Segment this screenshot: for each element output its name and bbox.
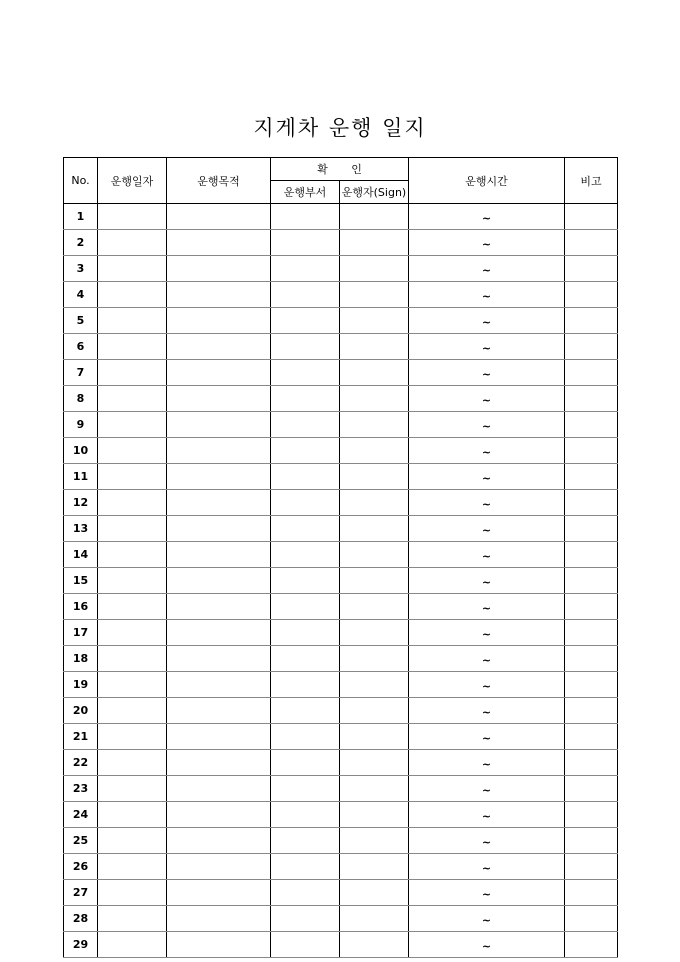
date-cell[interactable] [98,308,167,334]
table-row [64,568,618,594]
date-cell[interactable] [98,932,167,958]
dept-cell[interactable] [271,282,340,308]
remarks-cell[interactable] [565,256,618,282]
driver-sign-cell[interactable] [340,542,409,568]
table-row [64,256,618,282]
time-cell[interactable]: ~ [409,282,565,308]
purpose-cell[interactable] [167,906,271,932]
driver-sign-cell[interactable] [340,334,409,360]
row-number: 15 [64,568,98,594]
remarks-cell[interactable] [565,594,618,620]
dept-cell[interactable] [271,334,340,360]
page-title: 지게차 운행 일지 [253,116,427,140]
driver-sign-cell[interactable] [340,282,409,308]
row-number: 18 [64,646,98,672]
time-cell[interactable]: ~ [409,568,565,594]
date-cell[interactable] [98,334,167,360]
date-cell[interactable] [98,256,167,282]
driver-sign-cell[interactable] [340,230,409,256]
table-row [64,412,618,438]
dept-cell[interactable] [271,594,340,620]
table-row [64,360,618,386]
remarks-cell[interactable] [565,230,618,256]
driver-sign-cell[interactable] [340,880,409,906]
table-row [64,698,618,724]
time-cell[interactable]: ~ [409,802,565,828]
time-cell[interactable]: ~ [409,230,565,256]
remarks-cell[interactable] [565,464,618,490]
purpose-cell[interactable] [167,802,271,828]
row-number: 20 [64,698,98,724]
driver-sign-cell[interactable] [340,568,409,594]
table-row [64,672,618,698]
purpose-cell[interactable] [167,568,271,594]
table-row [64,854,618,880]
remarks-cell[interactable] [565,906,618,932]
remarks-cell[interactable] [565,880,618,906]
remarks-cell[interactable] [565,308,618,334]
purpose-cell[interactable] [167,542,271,568]
driver-sign-cell[interactable] [340,932,409,958]
table-row [64,334,618,360]
driver-sign-cell[interactable] [340,360,409,386]
date-cell[interactable] [98,464,167,490]
row-number: 13 [64,516,98,542]
driver-sign-cell[interactable] [340,828,409,854]
time-cell[interactable]: ~ [409,386,565,412]
table-row [64,802,618,828]
date-cell[interactable] [98,828,167,854]
table-row [64,932,618,958]
remarks-cell[interactable] [565,776,618,802]
remarks-cell[interactable] [565,802,618,828]
driver-sign-cell[interactable] [340,386,409,412]
dept-cell[interactable] [271,776,340,802]
date-cell[interactable] [98,672,167,698]
driver-sign-cell[interactable] [340,750,409,776]
date-cell[interactable] [98,542,167,568]
table-row [64,750,618,776]
purpose-cell[interactable] [167,672,271,698]
row-number: 21 [64,724,98,750]
purpose-cell[interactable] [167,490,271,516]
remarks-cell[interactable] [565,412,618,438]
table-row [64,204,618,230]
time-cell[interactable]: ~ [409,880,565,906]
row-number: 19 [64,672,98,698]
driver-sign-cell[interactable] [340,516,409,542]
date-cell[interactable] [98,230,167,256]
purpose-cell[interactable] [167,438,271,464]
header-driver: 운행자(Sign) [340,181,409,204]
date-cell[interactable] [98,490,167,516]
purpose-cell[interactable] [167,360,271,386]
row-number: 14 [64,542,98,568]
remarks-cell[interactable] [565,438,618,464]
dept-cell[interactable] [271,256,340,282]
table-row [64,594,618,620]
row-number: 4 [64,282,98,308]
row-number: 7 [64,360,98,386]
header-remarks: 비고 [565,158,618,204]
date-cell[interactable] [98,412,167,438]
time-cell[interactable]: ~ [409,932,565,958]
time-cell[interactable]: ~ [409,776,565,802]
purpose-cell[interactable] [167,230,271,256]
dept-cell[interactable] [271,412,340,438]
dept-cell[interactable] [271,646,340,672]
remarks-cell[interactable] [565,334,618,360]
row-number: 12 [64,490,98,516]
dept-cell[interactable] [271,386,340,412]
remarks-cell[interactable] [565,698,618,724]
row-number: 5 [64,308,98,334]
time-cell[interactable]: ~ [409,490,565,516]
row-number: 8 [64,386,98,412]
date-cell[interactable] [98,880,167,906]
driver-sign-cell[interactable] [340,646,409,672]
date-cell[interactable] [98,776,167,802]
driver-sign-cell[interactable] [340,776,409,802]
time-cell[interactable]: ~ [409,594,565,620]
remarks-cell[interactable] [565,542,618,568]
remarks-cell[interactable] [565,932,618,958]
dept-cell[interactable] [271,880,340,906]
row-number: 1 [64,204,98,230]
remarks-cell[interactable] [565,282,618,308]
purpose-cell[interactable] [167,724,271,750]
dept-cell[interactable] [271,438,340,464]
remarks-cell[interactable] [565,516,618,542]
purpose-cell[interactable] [167,620,271,646]
dept-cell[interactable] [271,230,340,256]
time-cell[interactable]: ~ [409,360,565,386]
date-cell[interactable] [98,620,167,646]
date-cell[interactable] [98,568,167,594]
driver-sign-cell[interactable] [340,620,409,646]
date-cell[interactable] [98,854,167,880]
time-cell[interactable]: ~ [409,516,565,542]
row-number: 24 [64,802,98,828]
driver-sign-cell[interactable] [340,308,409,334]
dept-cell[interactable] [271,620,340,646]
purpose-cell[interactable] [167,646,271,672]
time-cell[interactable]: ~ [409,620,565,646]
table-row [64,880,618,906]
row-number: 6 [64,334,98,360]
table-body [64,204,618,958]
driver-sign-cell[interactable] [340,490,409,516]
table-row [64,464,618,490]
remarks-cell[interactable] [565,620,618,646]
purpose-cell[interactable] [167,776,271,802]
driver-sign-cell[interactable] [340,464,409,490]
header-time: 운행시간 [409,158,565,204]
table-header [64,158,618,204]
time-cell[interactable]: ~ [409,854,565,880]
date-cell[interactable] [98,698,167,724]
row-number: 26 [64,854,98,880]
row-number: 10 [64,438,98,464]
row-number: 29 [64,932,98,958]
row-number: 3 [64,256,98,282]
row-number: 25 [64,828,98,854]
dept-cell[interactable] [271,906,340,932]
remarks-cell[interactable] [565,750,618,776]
dept-cell[interactable] [271,750,340,776]
dept-cell[interactable] [271,698,340,724]
purpose-cell[interactable] [167,880,271,906]
purpose-cell[interactable] [167,412,271,438]
dept-cell[interactable] [271,828,340,854]
table-row [64,308,618,334]
time-cell[interactable]: ~ [409,542,565,568]
time-cell[interactable]: ~ [409,464,565,490]
time-cell[interactable]: ~ [409,724,565,750]
table-row [64,386,618,412]
dept-cell[interactable] [271,490,340,516]
purpose-cell[interactable] [167,750,271,776]
purpose-cell[interactable] [167,204,271,230]
date-cell[interactable] [98,516,167,542]
dept-cell[interactable] [271,724,340,750]
header-date: 운행일자 [98,158,167,204]
purpose-cell[interactable] [167,282,271,308]
table-row [64,230,618,256]
date-cell[interactable] [98,594,167,620]
date-cell[interactable] [98,204,167,230]
table-row [64,542,618,568]
purpose-cell[interactable] [167,828,271,854]
purpose-cell[interactable] [167,334,271,360]
dept-cell[interactable] [271,568,340,594]
purpose-cell[interactable] [167,932,271,958]
row-number: 2 [64,230,98,256]
dept-cell[interactable] [271,360,340,386]
driver-sign-cell[interactable] [340,412,409,438]
remarks-cell[interactable] [565,854,618,880]
time-cell[interactable]: ~ [409,308,565,334]
purpose-cell[interactable] [167,386,271,412]
table-row [64,828,618,854]
dept-cell[interactable] [271,802,340,828]
date-cell[interactable] [98,750,167,776]
driver-sign-cell[interactable] [340,906,409,932]
table-row [64,776,618,802]
date-cell[interactable] [98,646,167,672]
time-cell[interactable]: ~ [409,672,565,698]
table-row [64,516,618,542]
remarks-cell[interactable] [565,360,618,386]
time-cell[interactable]: ~ [409,256,565,282]
remarks-cell[interactable] [565,490,618,516]
date-cell[interactable] [98,724,167,750]
purpose-cell[interactable] [167,698,271,724]
dept-cell[interactable] [271,542,340,568]
row-number: 17 [64,620,98,646]
header-confirm: 확 인 [271,158,409,181]
dept-cell[interactable] [271,854,340,880]
table-row [64,646,618,672]
date-cell[interactable] [98,282,167,308]
time-cell[interactable]: ~ [409,750,565,776]
driver-sign-cell[interactable] [340,594,409,620]
date-cell[interactable] [98,386,167,412]
table-row [64,490,618,516]
driver-sign-cell[interactable] [340,204,409,230]
remarks-cell[interactable] [565,568,618,594]
purpose-cell[interactable] [167,464,271,490]
table-row [64,620,618,646]
table-row [64,438,618,464]
purpose-cell[interactable] [167,516,271,542]
table-row [64,724,618,750]
header-no: No. [64,158,98,204]
remarks-cell[interactable] [565,724,618,750]
driver-sign-cell[interactable] [340,698,409,724]
dept-cell[interactable] [271,464,340,490]
time-cell[interactable]: ~ [409,334,565,360]
row-number: 16 [64,594,98,620]
dept-cell[interactable] [271,932,340,958]
driver-sign-cell[interactable] [340,256,409,282]
dept-cell[interactable] [271,672,340,698]
date-cell[interactable] [98,360,167,386]
driver-sign-cell[interactable] [340,802,409,828]
table-row [64,282,618,308]
purpose-cell[interactable] [167,854,271,880]
date-cell[interactable] [98,438,167,464]
time-cell[interactable]: ~ [409,698,565,724]
time-cell[interactable]: ~ [409,438,565,464]
time-cell[interactable]: ~ [409,828,565,854]
time-cell[interactable]: ~ [409,204,565,230]
purpose-cell[interactable] [167,256,271,282]
row-number: 11 [64,464,98,490]
row-number: 28 [64,906,98,932]
driver-sign-cell[interactable] [340,438,409,464]
driver-sign-cell[interactable] [340,724,409,750]
dept-cell[interactable] [271,204,340,230]
remarks-cell[interactable] [565,204,618,230]
row-number: 22 [64,750,98,776]
table-row [64,906,618,932]
operation-log-table [63,157,618,958]
remarks-cell[interactable] [565,386,618,412]
driver-sign-cell[interactable] [340,854,409,880]
dept-cell[interactable] [271,516,340,542]
time-cell[interactable]: ~ [409,412,565,438]
time-cell[interactable]: ~ [409,906,565,932]
row-number: 23 [64,776,98,802]
date-cell[interactable] [98,906,167,932]
remarks-cell[interactable] [565,828,618,854]
remarks-cell[interactable] [565,672,618,698]
header-purpose: 운행목적 [167,158,271,204]
row-number: 27 [64,880,98,906]
purpose-cell[interactable] [167,308,271,334]
row-number: 9 [64,412,98,438]
header-dept: 운행부서 [271,181,340,204]
purpose-cell[interactable] [167,594,271,620]
date-cell[interactable] [98,802,167,828]
remarks-cell[interactable] [565,646,618,672]
driver-sign-cell[interactable] [340,672,409,698]
dept-cell[interactable] [271,308,340,334]
time-cell[interactable]: ~ [409,646,565,672]
